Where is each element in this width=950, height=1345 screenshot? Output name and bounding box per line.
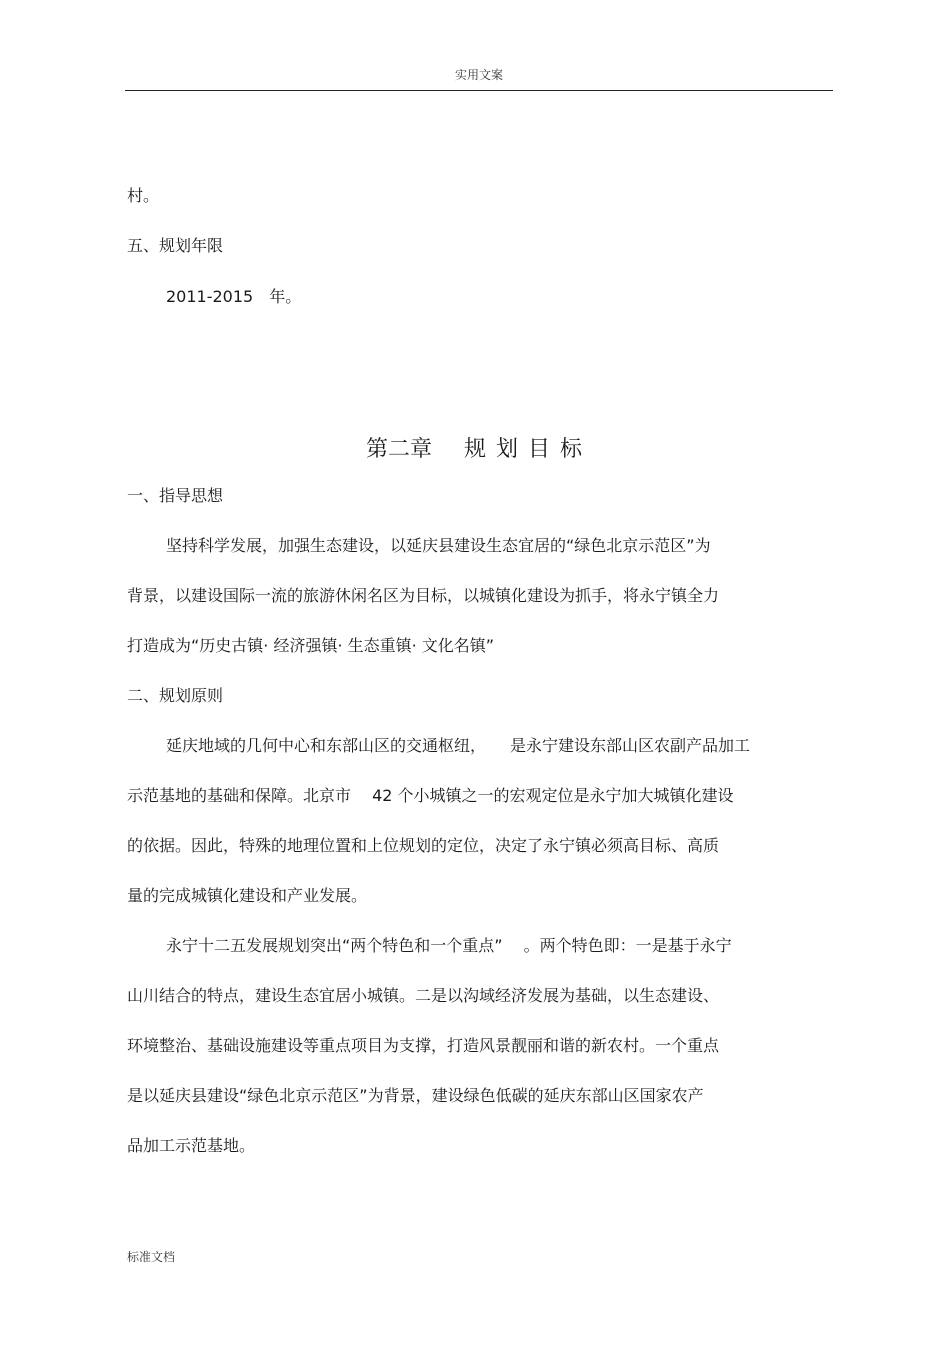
paragraph-line: 的依据。因此，特殊的地理位置和上位规划的定位，决定了永宁镇必须高目标、高质: [127, 836, 720, 855]
chapter-name: 规划目标: [464, 437, 593, 462]
paragraph-line: 示范基地的基础和保障。北京市 42 个小城镇之一的宏观定位是永宁加大城镇化建设: [127, 786, 734, 805]
text-line: 村。: [127, 186, 160, 205]
chapter-number: 第二章: [365, 437, 432, 462]
paragraph-line: 延庆地域的几何中心和东部山区的交通枢纽， 是永宁建设东部山区农副产品加工: [166, 736, 751, 755]
section-heading-years: 五、规划年限: [127, 236, 224, 255]
paragraph-line: 环境整治、基础设施建设等重点项目为支撑，打造风景靓丽和谐的新农村。一个重点: [127, 1036, 720, 1055]
page-header: 实用文案: [454, 68, 503, 82]
paragraph-line: 打造成为“历史古镇· 经济强镇· 生态重镇· 文化名镇”: [127, 636, 495, 655]
paragraph-line: 永宁十二五发展规划突出“两个特色和一个重点” 。两个特色即：一是基于永宁: [166, 936, 732, 955]
paragraph-line: 品加工示范基地。: [127, 1136, 256, 1155]
paragraph-line: 是以延庆县建设“绿色北京示范区”为背景，建设绿色低碳的延庆东部山区国家农产: [127, 1086, 704, 1105]
chapter-title: [125, 436, 833, 464]
page-footer: 标准文档: [127, 1250, 176, 1264]
paragraph-line: 山川结合的特点，建设生态宜居小城镇。二是以沟域经济发展为基础，以生态建设、: [127, 986, 720, 1005]
paragraph-line: 坚持科学发展，加强生态建设，以延庆县建设生态宜居的“绿色北京示范区”为: [166, 536, 711, 555]
paragraph-line: 量的完成城镇化建设和产业发展。: [127, 886, 368, 905]
header-rule: [125, 90, 833, 91]
paragraph-line: 背景，以建设国际一流的旅游休闲名区为目标，以城镇化建设为抓手，将永宁镇全力: [127, 586, 720, 605]
section-heading-guiding-ideology: 一、指导思想: [127, 486, 224, 505]
section-heading-planning-principles: 二、规划原则: [127, 686, 224, 705]
text-line: 2011-2015 年。: [166, 287, 302, 306]
